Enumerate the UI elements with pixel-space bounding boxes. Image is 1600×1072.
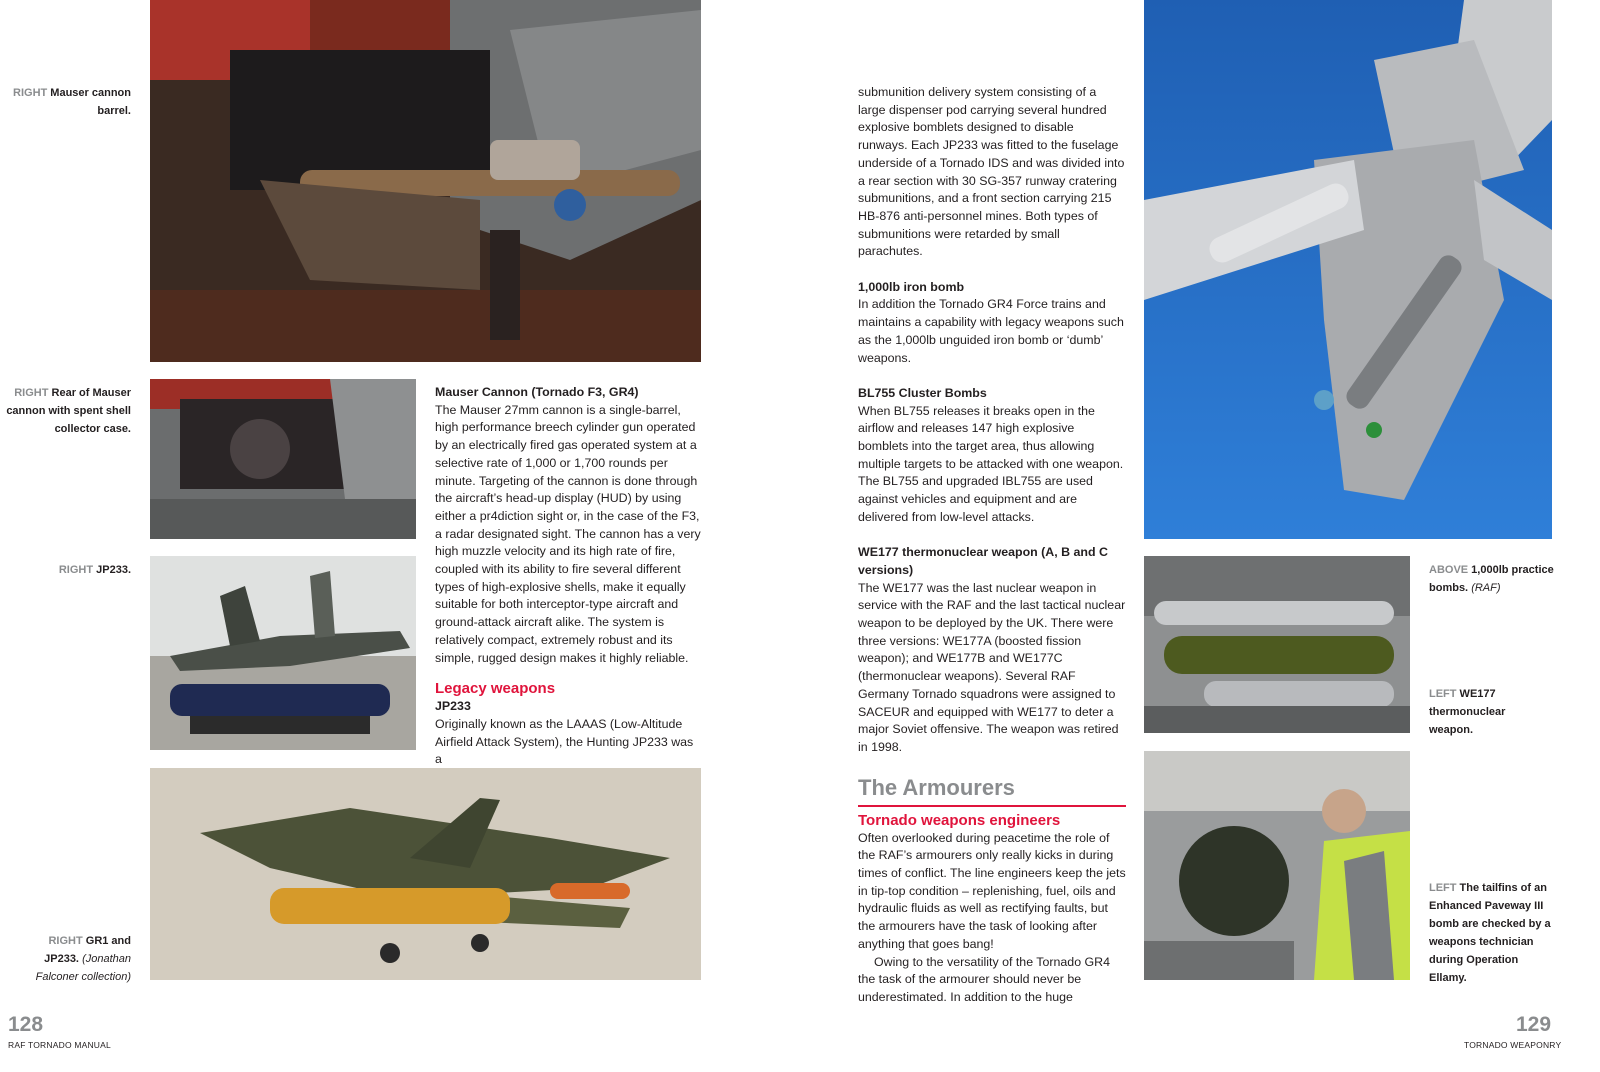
weapons-engineers-heading: Tornado weapons engineers	[858, 811, 1061, 829]
mauser-body: The Mauser 27mm cannon is a single-barrel, high performance breech cylinder gun operated by an electrically fired gas operated system at a selective rate of 1,000 or 1,700 rounds per minute. Targeting of the cannon is done through the aircraft’s head-up display (HUD) by using either a pr4diction sight or, in the case of the F3, a radar designated sight. The cannon has a very high muzzle velocity and its high rate of fire, coupled with its ability to fire several different types of high-explosive shells, make it equally suitable for both interceptor-type aircraft and ground-attack aircraft alike. The system is relatively compact, extremely robust and its simple, rugged design makes it highly reliable.	[435, 402, 701, 665]
legacy-weapons-heading: Legacy weapons	[435, 680, 556, 698]
jp233-continued: submunition delivery system consisting of a large dispenser pod carrying several hundred explosive bomblets designed to disable runways. Each JP233 was fitted to the fuselage underside of a Tornado IDS and was divided into a rear section with 30 SG-357 runway cratering submunitions, and a front section carrying 215 HB-876 anti-personnel mines. Both types of submunitions were retarded by small parachutes.	[858, 85, 1125, 259]
left-running-footer: RAF TORNADO MANUAL	[8, 1040, 111, 1050]
jp233-heading: JP233	[435, 699, 471, 714]
caption-mauser-rear: RIGHT Rear of Mauser cannon with spent shell collector case.	[6, 387, 131, 435]
caption-we177: LEFT WE177 thermonuclear weapon.	[1429, 688, 1506, 736]
right-running-footer: TORNADO WEAPONRY	[1464, 1040, 1562, 1050]
caption-mauser-barrel: RIGHT Mauser cannon barrel.	[13, 87, 131, 117]
engineers-paragraph-2: Owing to the versatility of the Tornado GR4 the task of the armourer should never be underestimated. In addition to the huge	[858, 954, 1111, 1004]
iron-bomb-heading: 1,000lb iron bomb	[858, 279, 965, 294]
bl755-body: When BL755 releases it breaks open in the airflow and releases 147 high explosive bomblets into the target area, thus allowing multiple targets to be attacked with one weapon. The BL755 and upgraded IBL755 are used against vehicles and equipment and are delivered from low-level attacks.	[858, 403, 1124, 524]
photo-mauser-rear-shell-collector	[150, 379, 416, 539]
photo-paveway-tailfins	[1144, 751, 1410, 980]
we177-body: The WE177 was the last nuclear weapon in service with the RAF and the last tactical nuclear weapon to be deployed by the UK. There were three versions: WE177A (boosted fission weapon); and WE177B and WE177C (thermonuclear weapons). Several RAF Germany Tornado squadrons were assigned to SACEUR and equipped with WE177 to deter a major Soviet offensive. The weapon was retired in 1998.	[858, 580, 1126, 754]
mauser-heading: Mauser Cannon (Tornado F3, GR4)	[435, 385, 639, 399]
armourers-section-title: The Armourers	[858, 775, 1126, 807]
photo-tornado-underside-sky	[1144, 0, 1552, 539]
jp233-body: Originally known as the LAAAS (Low-Altitude Airfield Attack System), the Hunting JP233 was a	[435, 716, 694, 767]
caption-gr1-jp233: RIGHT GR1 and JP233. (Jonathan Falconer collection)	[35, 935, 131, 983]
left-page-number: 128	[8, 1013, 44, 1036]
engineers-paragraph-1: Often overlooked during peacetime the role of the RAF’s armourers only really kicks in during times of conflict. The line engineers keep the jets in tip-top condition – replenishing, fuel, oils and hydraulic fluids as well as rectifying faults, but the armourers have the task of looking after anything that goes bang!	[858, 830, 1126, 951]
left-text-column	[435, 384, 703, 769]
photo-jp233	[150, 556, 416, 750]
photo-practice-bombs	[1144, 556, 1410, 733]
photo-mauser-cannon-barrel	[150, 0, 701, 362]
right-text-column	[858, 84, 1126, 1007]
caption-jp233: RIGHT JP233.	[58, 564, 131, 576]
caption-paveway: LEFT The tailfins of an Enhanced Paveway III bomb are checked by a weapons technician during Operation Ellamy.	[1429, 882, 1551, 984]
we177-heading: WE177 thermonuclear weapon (A, B and C versions)	[858, 545, 1108, 577]
caption-practice-bombs: ABOVE 1,000lb practice bombs. (RAF)	[1429, 564, 1554, 594]
right-page-number: 129	[1516, 1013, 1552, 1036]
photo-gr1-jp233	[150, 768, 701, 980]
iron-bomb-body: In addition the Tornado GR4 Force trains and maintains a capability with legacy weapons such as the 1,000lb unguided iron bomb or ‘dumb’ weapons.	[858, 297, 1124, 365]
bl755-heading: BL755 Cluster Bombs	[858, 385, 987, 400]
